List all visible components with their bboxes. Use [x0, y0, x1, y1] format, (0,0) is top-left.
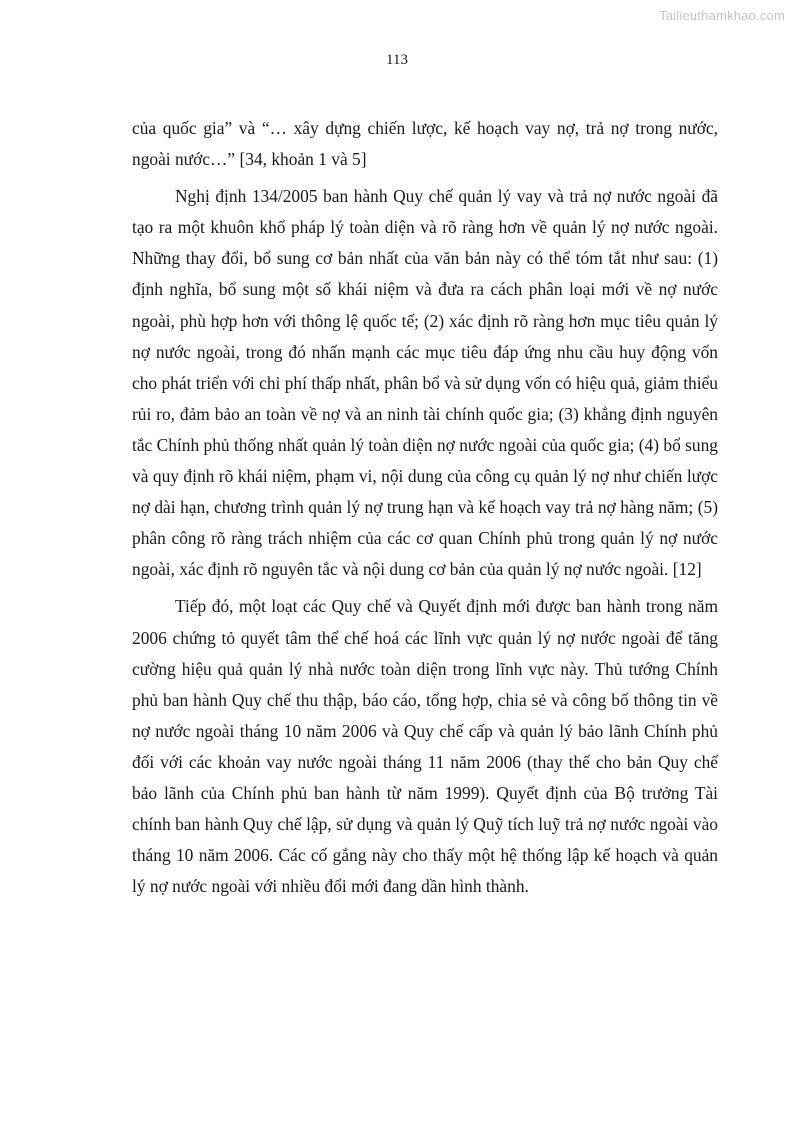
document-body: [132, 113, 718, 908]
watermark-text: Tailieuthamkhao.com: [659, 8, 785, 23]
paragraph-decree-134: Nghị định 134/2005 ban hành Quy chế quản lý vay và trả nợ nước ngoài đã tạo ra một khuôn khổ pháp lý toàn diện và rõ ràng hơn về quản lý nợ nước ngoài. Những thay đổi, bổ sung cơ bản nhất của văn bản này có thể tóm tắt như sau: (1) định nghĩa, bổ sung một số khái niệm và đưa ra cách phân loại mới về nợ nước ngoài, phù hợp hơn với thông lệ quốc tế; (2) xác định rõ ràng hơn mục tiêu quản lý nợ nước ngoài, trong đó nhấn mạnh các mục tiêu đáp ứng nhu cầu huy động vốn cho phát triển với chi phí thấp nhất, phân bổ và sử dụng vốn có hiệu quả, giảm thiểu rủi ro, đảm bảo an toàn về nợ và an ninh tài chính quốc gia; (3) khẳng định nguyên tắc Chính phủ thống nhất quản lý toàn diện nợ nước ngoài của quốc gia; (4) bổ sung và quy định rõ khái niệm, phạm vi, nội dung của công cụ quản lý nợ như chiến lược nợ dài hạn, chương trình quản lý nợ trung hạn và kế hoạch vay trả nợ hàng năm; (5) phân công rõ ràng trách nhiệm của các cơ quan Chính phủ trong quản lý nợ nước ngoài, xác định rõ nguyên tắc và nội dung cơ bản của quản lý nợ nước ngoài. [12]: [132, 186, 718, 580]
page-number: 113: [386, 52, 408, 68]
paragraph-regulations-2006: Tiếp đó, một loạt các Quy chế và Quyết định mới được ban hành trong năm 2006 chứng tỏ quyết tâm thể chế hoá các lĩnh vực quản lý nợ nước ngoài để tăng cường hiệu quả quản lý nhà nước toàn diện trong lĩnh vực này. Thủ tướng Chính phủ ban hành Quy chế thu thập, báo cáo, tổng hợp, chia sẻ và công bố thông tin về nợ nước ngoài tháng 10 năm 2006 và Quy chế cấp và quản lý bảo lãnh Chính phủ đối với các khoản vay nước ngoài tháng 11 năm 2006 (thay thế cho bản Quy chế bảo lãnh của Chính phủ ban hành từ năm 1999). Quyết định của Bộ trưởng Tài chính ban hành Quy chế lập, sử dụng và quản lý Quỹ tích luỹ trả nợ nước ngoài vào tháng 10 năm 2006. Các cố gắng này cho thấy một hệ thống lập kế hoạch và quản lý nợ nước ngoài với nhiều đổi mới đang dần hình thành.: [132, 596, 718, 897]
paragraph-continuation: của quốc gia” và “… xây dựng chiến lược, kế hoạch vay nợ, trả nợ trong nước, ngoài nước…” [34, khoản 1 và 5]: [132, 118, 718, 170]
